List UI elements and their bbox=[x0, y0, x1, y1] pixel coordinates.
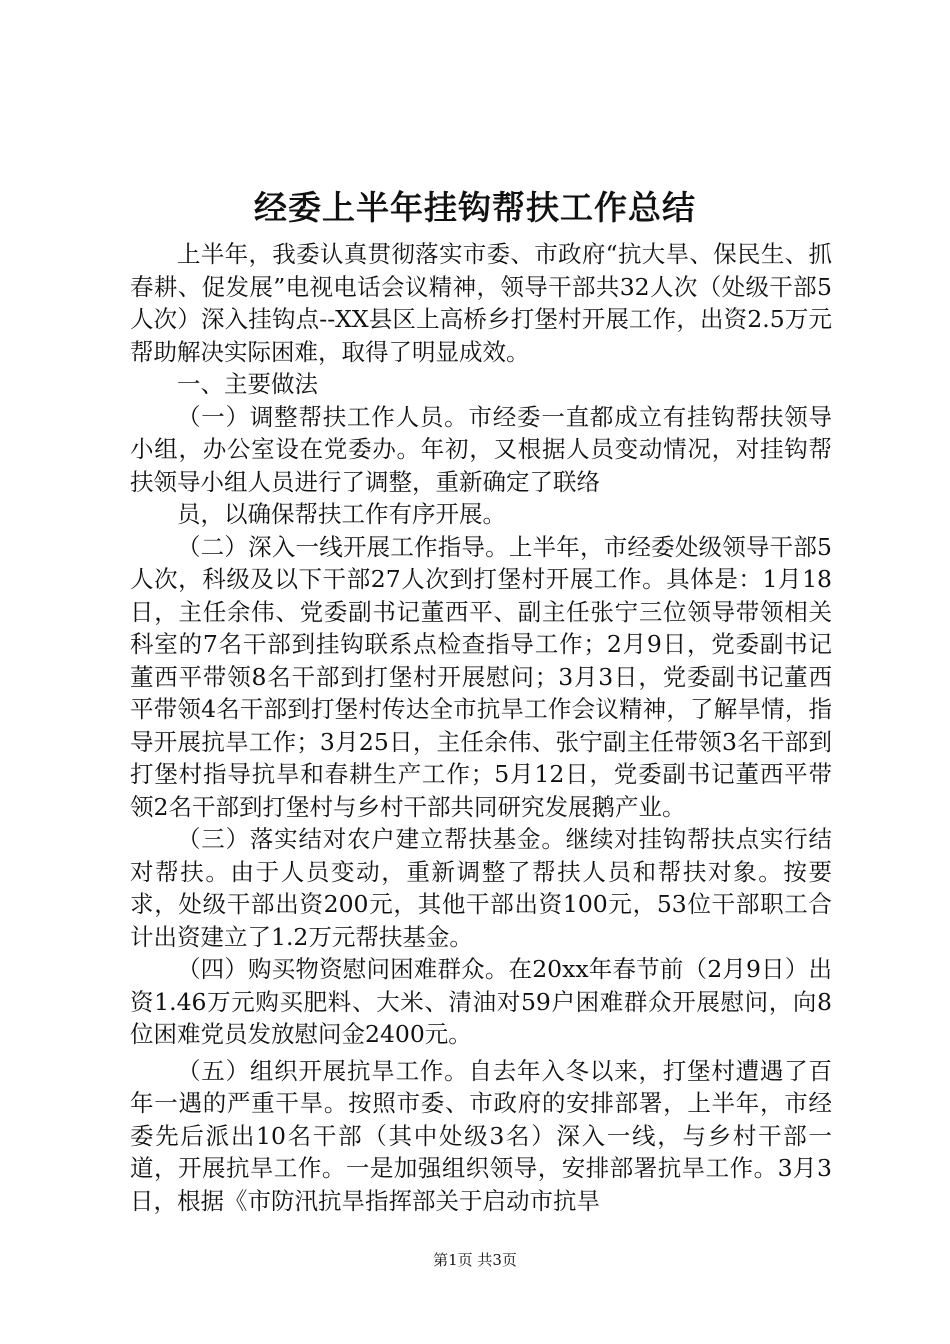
document-body bbox=[130, 238, 832, 1217]
document-title: 经委上半年挂钩帮扶工作总结 bbox=[254, 188, 696, 227]
paragraph-adjust-staff-continued: 员，以确保帮扶工作有序开展。 bbox=[177, 500, 506, 528]
page-footer: 第1页 共3页 bbox=[433, 1251, 517, 1269]
paragraph-adjust-staff: （一）调整帮扶工作人员。市经委一直都成立有挂钩帮扶领导小组，办公室设在党委办。年初，又根据人员变动情况，对挂钩帮扶领导小组人员进行了调整，重新确定了联络 bbox=[130, 402, 832, 496]
paragraph-frontline-guidance: （二）深入一线开展工作指导。上半年，市经委处级领导干部5人次，科级及以下干部27人次到打堡村开展工作。具体是：1月18日，主任余伟、党委副书记董西平、副主任张宁三位领导带领相关科室的7名干部到挂钩联系点检查指导工作；2月9日，党委副书记董西平带领8名干部到打堡村开展慰问；3月3日，党委副书记董西平带领4名干部到打堡村传达全市抗旱工作会议精神，了解旱情，指导开展抗旱工作；3月25日，主任余伟、张宁副主任带领3名干部到打堡村指导抗旱和春耕生产工作；5月12日，党委副书记董西平带领2名干部到打堡村与乡村干部共同研究发展鹅产业。 bbox=[130, 532, 832, 821]
section-heading: 一、主要做法 bbox=[177, 370, 318, 398]
paragraph-assistance-fund: （三）落实结对农户建立帮扶基金。继续对挂钩帮扶点实行结对帮扶。由于人员变动，重新调整了帮扶人员和帮扶对象。按要求，处级干部出资200元，其他干部出资100元，53位干部职工合计出资建立了1.2万元帮扶基金。 bbox=[130, 825, 832, 951]
intro-paragraph: 上半年，我委认真贯彻落实市委、市政府“抗大旱、保民生、抓春耕、促发展”电视电话会议精神，领导干部共32人次（处级干部5人次）深入挂钩点--XX县区上高桥乡打堡村开展工作，出资2.5万元帮助解决实际困难，取得了明显成效。 bbox=[130, 240, 832, 366]
paragraph-purchase-supplies: （四）购买物资慰问困难群众。在20xx年春节前（2月9日）出资1.46万元购买肥料、大米、清油对59户困难群众开展慰问，向8位困难党员发放慰问金2400元。 bbox=[130, 955, 832, 1048]
paragraph-drought-relief: （五）组织开展抗旱工作。自去年入冬以来，打堡村遭遇了百年一遇的严重干旱。按照市委、市政府的安排部署，上半年，市经委先后派出10名干部（其中处级3名）深入一线，与乡村干部一道，开展抗旱工作。一是加强组织领导，安排部署抗旱工作。3月3日，根据《市防汛抗旱指挥部关于启动市抗旱 bbox=[130, 1056, 832, 1215]
